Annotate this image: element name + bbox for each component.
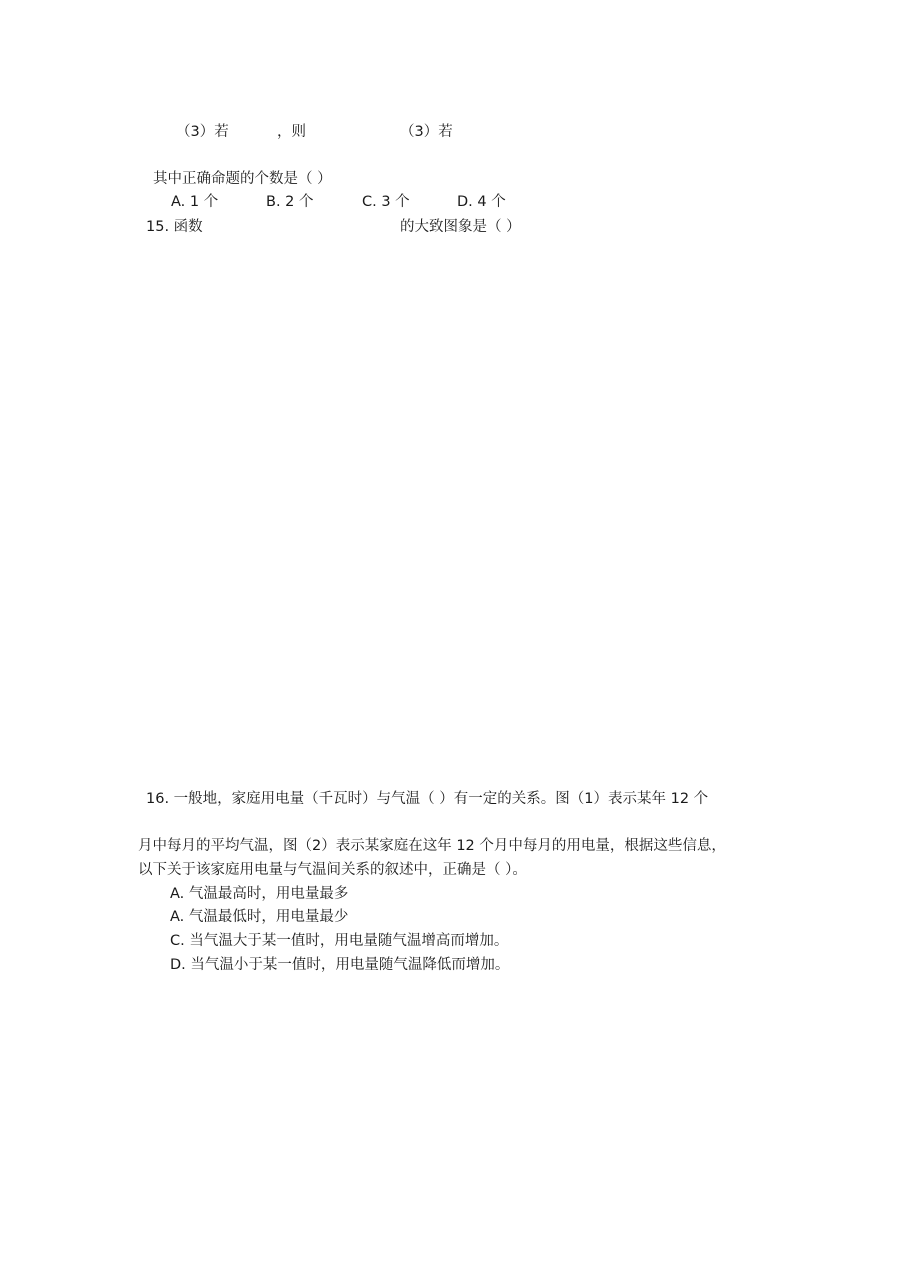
q16-line-3: 以下关于该家庭用电量与气温间关系的叙述中，正确是（ ）。 (138, 862, 527, 878)
q16-option-d: D. 当气温小于某一值时，用电量随气温降低而增加。 (170, 957, 510, 973)
q16-line-1: 16. 一般地，家庭用电量（千瓦时）与气温（ ）有一定的关系。图（1）表示某年 12 个 (146, 791, 709, 807)
q14-option-b: B. 2 个 (266, 194, 314, 210)
q16-line-2: 月中每月的平均气温，图（2）表示某家庭在这年 12 个月中每月的用电量，根据这些信息， (138, 838, 726, 854)
q14-stem: 其中正确命题的个数是（ ） (153, 171, 332, 187)
q14-prop3a-prefix: （3）若 (176, 124, 229, 140)
q16-option-c: C. 当气温大于某一值时，用电量随气温增高而增加。 (170, 933, 509, 949)
q16-option-a-second: A. 气温最低时，用电量最少 (170, 909, 349, 925)
q14-prop3a-then: ，则 (277, 124, 306, 140)
q14-option-d: D. 4 个 (457, 194, 506, 210)
q15-label: 15. 函数 (146, 219, 203, 235)
q15-figure-area (140, 245, 780, 775)
q16-option-a: A. 气温最高时，用电量最多 (170, 886, 349, 902)
q15-suffix: 的大致图象是（ ） (400, 219, 521, 235)
q14-prop3b-prefix: （3）若 (400, 124, 453, 140)
q14-option-a: A. 1 个 (171, 194, 219, 210)
q14-option-c: C. 3 个 (362, 194, 410, 210)
